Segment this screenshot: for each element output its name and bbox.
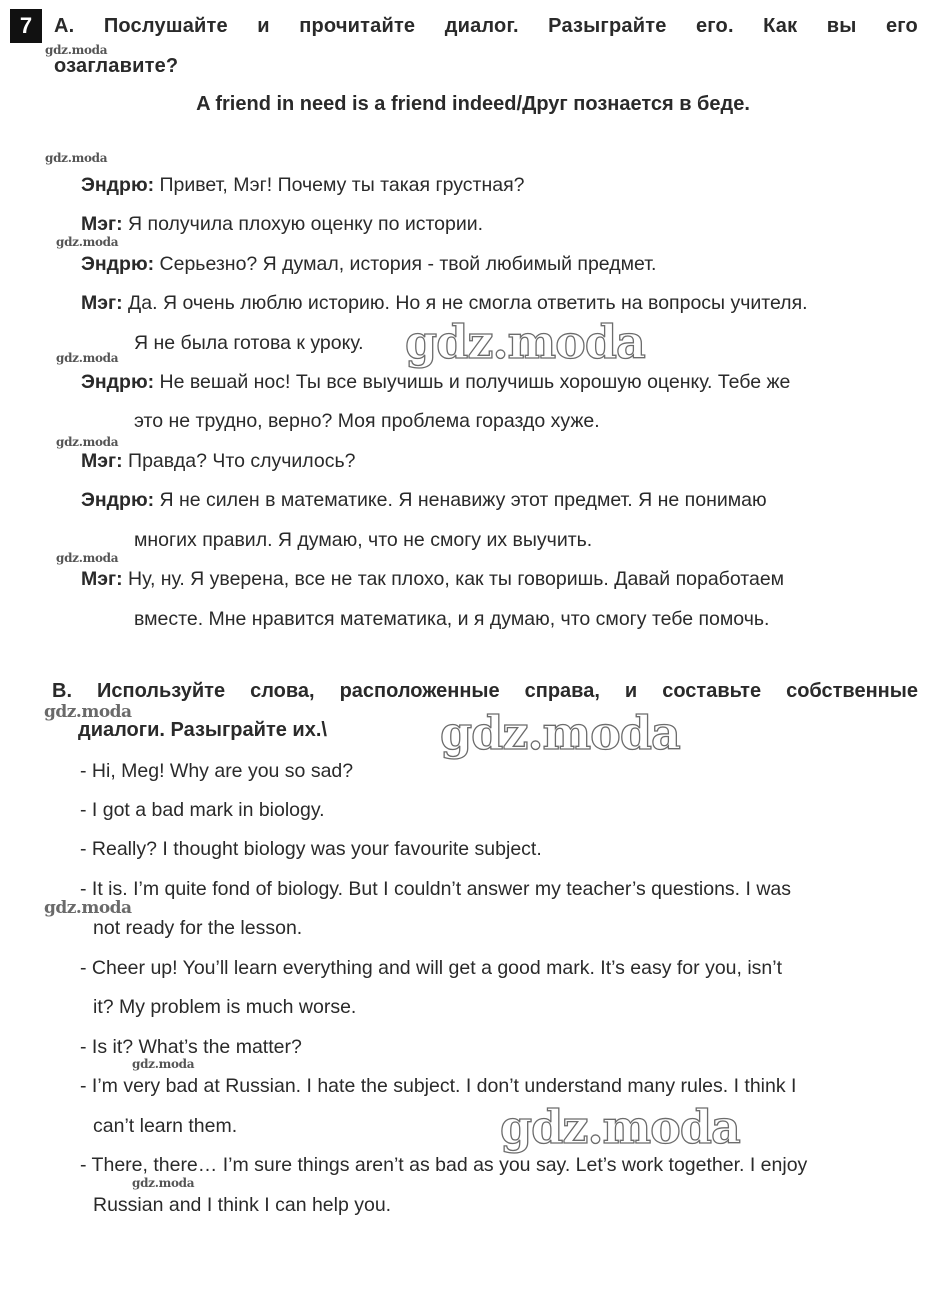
part-b-heading-line1 — [52, 679, 918, 703]
dialog-line: - I’m very bad at Russian. I hate the subject. I don’t understand many rules. I think I — [80, 1075, 797, 1097]
speaker-label: Мэг: — [81, 213, 123, 235]
heading-word: его. — [695, 15, 734, 37]
dialog-line: - It is. I’m quite fond of biology. But I couldn’t answer my teacher’s questions. I was — [80, 878, 792, 900]
watermark: gdz.moda — [132, 1176, 195, 1190]
heading-word: вы — [826, 15, 857, 37]
part-a-heading-line1 — [54, 14, 918, 39]
dialog-line — [81, 173, 524, 197]
heading-word: его — [885, 15, 918, 37]
watermark: gdz.moda — [44, 702, 132, 722]
heading-word: слова, — [250, 680, 315, 702]
watermark-large: gdz.moda — [405, 315, 645, 369]
dialog-text: Да. Я очень люблю историю. Но я не смогла ответить на вопросы учителя. — [122, 292, 808, 314]
speaker-label: Мэг: — [81, 292, 123, 314]
watermark-large: gdz.moda — [440, 706, 680, 760]
dialog-text: Серьезно? Я думал, история - твой любимый предмет. — [154, 253, 657, 275]
dialog-line: not ready for the lesson. — [93, 917, 303, 939]
dialog-line: can’t learn them. — [93, 1115, 238, 1137]
speaker-label: Эндрю: — [81, 489, 155, 511]
dialog-line — [81, 291, 808, 315]
heading-word: Как — [763, 15, 798, 37]
dialog-text: Не вешай нос! Ты все выучишь и получишь хорошую оценку. Тебе же — [154, 371, 791, 393]
heading-word: диалог. — [444, 15, 519, 37]
speaker-label: Мэг: — [81, 568, 123, 590]
dialog-line: Russian and I think I can help you. — [93, 1194, 392, 1216]
part-a-heading-line2: озаглавите? — [54, 55, 179, 77]
speaker-label: Эндрю: — [81, 174, 155, 196]
dialog-line: это не трудно, верно? Моя проблема гораздо хуже. — [134, 410, 600, 432]
dialog-line: - There, there… I’m sure things aren’t as bad as you say. Let’s work together. I enjoy — [80, 1154, 808, 1176]
heading-word: A. — [54, 15, 75, 37]
dialog-line: - I got a bad mark in biology. — [80, 799, 325, 821]
watermark: gdz.moda — [56, 551, 119, 565]
watermark: gdz.moda — [44, 898, 132, 918]
heading-word: и — [624, 680, 638, 702]
dialog-line — [81, 449, 356, 473]
dialog-line — [81, 488, 767, 512]
heading-word: расположенные — [339, 680, 500, 702]
dialog-line: вместе. Мне нравится математика, и я думаю, что смогу тебе помочь. — [134, 608, 770, 630]
part-b-heading-line2: диалоги. Разыграйте их.\ — [78, 719, 327, 741]
dialog-title: A friend in need is a friend indeed/Друг познается в беде. — [196, 93, 750, 115]
task-number-badge: 7 — [10, 9, 42, 43]
dialog-line: многих правил. Я думаю, что не смогу их выучить. — [134, 529, 593, 551]
heading-word: и — [257, 15, 270, 37]
speaker-label: Эндрю: — [81, 371, 155, 393]
dialog-text: Я не силен в математике. Я ненавижу этот предмет. Я не понимаю — [154, 489, 767, 511]
watermark-large: gdz.moda — [500, 1100, 740, 1154]
heading-word: Разыграйте — [548, 15, 667, 37]
heading-word: Послушайте — [103, 15, 228, 37]
dialog-line — [81, 212, 483, 236]
speaker-label: Мэг: — [81, 450, 123, 472]
dialog-text: Ну, ну. Я уверена, все не так плохо, как ты говоришь. Давай поработаем — [122, 568, 785, 590]
dialog-line: - Really? I thought biology was your favourite subject. — [80, 838, 542, 860]
part-a-heading — [54, 14, 918, 79]
dialog-line: Я не была готова к уроку. — [134, 332, 364, 354]
dialog-line: it? My problem is much worse. — [93, 996, 357, 1018]
speaker-label: Эндрю: — [81, 253, 155, 275]
dialog-line: - Is it? What’s the matter? — [80, 1036, 302, 1058]
watermark: gdz.moda — [56, 235, 119, 249]
heading-word: B. — [52, 680, 72, 702]
heading-word: прочитайте — [299, 15, 416, 37]
heading-word: Используйте — [97, 680, 226, 702]
dialog-line: - Cheer up! You’ll learn everything and will get a good mark. It’s easy for you, isn’t — [80, 957, 783, 979]
heading-word: собственные — [786, 680, 918, 702]
watermark: gdz.moda — [56, 351, 119, 365]
dialog-line — [81, 567, 784, 591]
heading-word: справа, — [524, 680, 600, 702]
dialog-line — [81, 370, 790, 394]
dialog-text: Я получила плохую оценку по истории. — [122, 213, 484, 235]
watermark: gdz.moda — [132, 1057, 195, 1071]
watermark: gdz.moda — [56, 435, 119, 449]
dialog-line — [81, 252, 656, 276]
watermark: gdz.moda — [45, 151, 108, 165]
watermark: gdz.moda — [45, 43, 108, 57]
dialog-line: - Hi, Meg! Why are you so sad? — [80, 760, 354, 782]
dialog-text: Привет, Мэг! Почему ты такая грустная? — [154, 174, 525, 196]
dialog-text: Правда? Что случилось? — [122, 450, 356, 472]
heading-word: составьте — [662, 680, 762, 702]
